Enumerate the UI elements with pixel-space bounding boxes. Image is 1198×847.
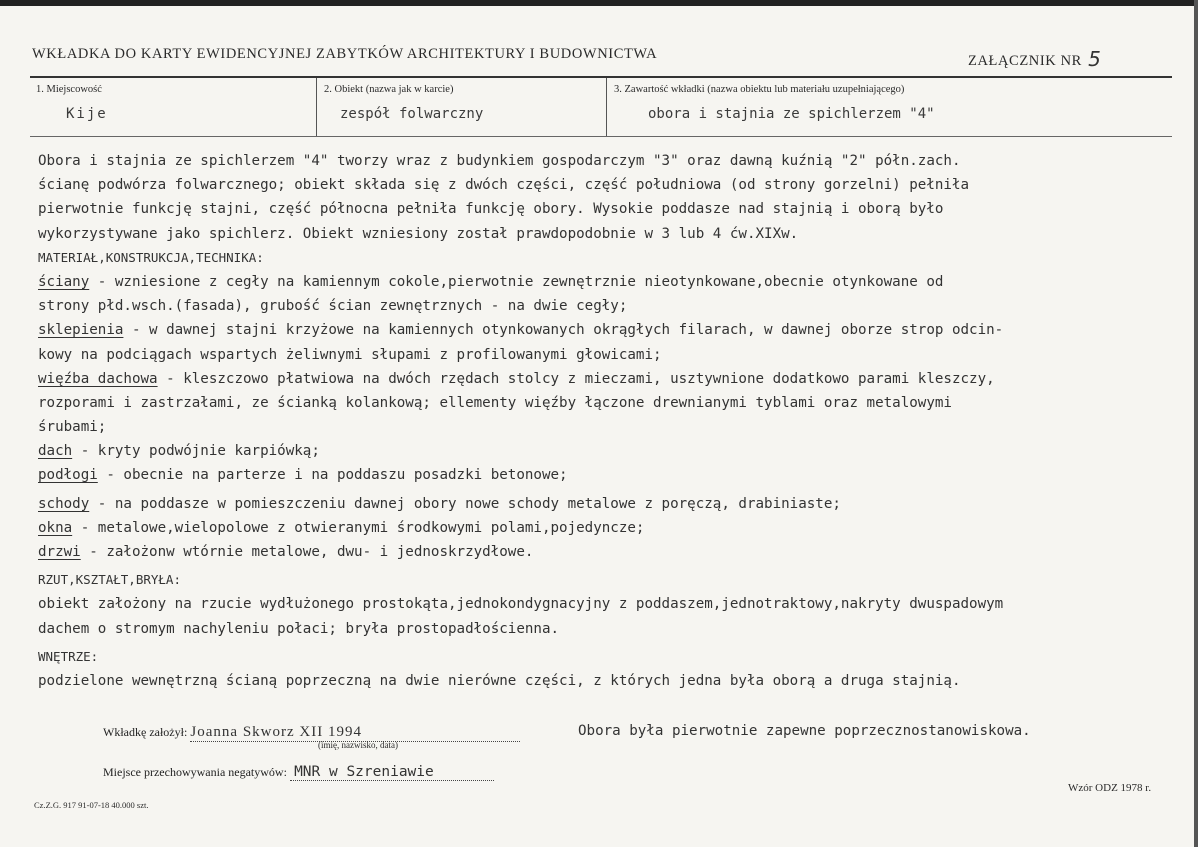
field-value-locality: Kije — [66, 106, 108, 122]
doors-term: drzwi — [38, 544, 81, 560]
stairs-entry — [38, 492, 1188, 516]
form-code: Wzór ODZ 1978 r. — [1068, 782, 1152, 794]
interior-continuation: Obora była pierwotnie zapewne poprzecznostanowiskowa. — [578, 723, 1031, 739]
windows-term: okna — [38, 519, 73, 536]
text-line: dachem o stromym nachyleniu połaci; bryła prostopadłościenna. — [38, 620, 560, 637]
prepared-by-hint: (imię, nazwisko, data) — [318, 740, 398, 750]
negatives-label: Miejsce przechowywania negatywów: — [103, 765, 287, 779]
attachment-number-value: 5 — [1088, 47, 1102, 71]
description-body — [38, 149, 1188, 693]
negatives-value: MNR w Szreniawie — [290, 764, 494, 781]
text-line: ścianę podwórza folwarcznego; obiekt składa się z dwóch części, część południowa (od strony gorzelni) pełniła — [38, 177, 970, 194]
field-divider — [606, 78, 607, 136]
windows-text: - metalowe,wielopolowe z otwieranymi środkowymi polami,pojedyncze; — [72, 519, 645, 536]
header-rule — [30, 76, 1172, 78]
text-line: wykorzystywane jako spichlerz. Obiekt wzniesiony został prawdopodobnie w 3 lub 4 ćw.XIXw. — [38, 225, 799, 242]
field-label-locality: 1. Miejscowość — [36, 84, 102, 95]
section-heading-materials: MATERIAŁ,KONSTRUKCJA,TECHNIKA: — [38, 249, 264, 265]
field-label-contents: 3. Zawartość wkładki (nazwa obiektu lub materiału uzupełniającego) — [614, 84, 905, 95]
text-line: śrubami; — [38, 419, 107, 436]
field-label-object: 2. Obiekt (nazwa jak w karcie) — [324, 84, 454, 95]
prepared-by-value: Joanna Skworz XII 1994 — [190, 724, 520, 742]
text-line: kowy na podciągach wspartych żeliwnymi słupami z profilowanymi głowicami; — [38, 346, 662, 363]
attachment-label: ZAŁĄCZNIK NR — [968, 53, 1082, 69]
roof-text: - kryty podwójnie karpiówką; — [72, 443, 320, 460]
floors-entry — [38, 463, 1188, 487]
roof-entry — [38, 439, 1188, 463]
vaults-entry — [38, 318, 1188, 342]
text-line: obiekt założony na rzucie wydłużonego prostokąta,jednokondygnacyjny z poddaszem,jednotraktowy,nakryty dwuspadowym — [38, 596, 1004, 613]
text-line: Obora i stajnia ze spichlerzem "4" tworzy wraz z budynkiem gospodarczym "3" oraz dawną kuźnią "2" półn.zach. — [38, 153, 961, 169]
negatives-row — [103, 764, 494, 781]
windows-entry — [38, 516, 1188, 540]
field-divider — [316, 78, 317, 136]
text-line: podzielone wewnętrzną ścianą poprzeczną na dwie nierówne części, z których jedna była oborą a druga stajnią. — [38, 672, 961, 689]
walls-entry — [38, 270, 1188, 294]
roof-truss-entry — [38, 367, 1188, 391]
field-value-object: zespół folwarczny — [340, 106, 484, 122]
fields-rule — [30, 136, 1172, 137]
section-heading-interior: WNĘTRZE: — [38, 648, 99, 664]
text-line: strony płd.wsch.(fasada), grubość ścian zewnętrznych - na dwie cegły; — [38, 298, 628, 315]
doors-text: - założonw wtórnie metalowe, dwu- i jednoskrzydłowe. — [80, 544, 534, 560]
roof-truss-term: więźba dachowa — [38, 370, 158, 387]
section-heading-plan: RZUT,KSZTAŁT,BRYŁA: — [38, 572, 181, 588]
vaults-term: sklepienia — [38, 322, 124, 339]
top-edge — [0, 0, 1198, 6]
text-line: rozporami i zastrzałami, ze ścianką kolankową; ellementy więźby łączone drewnianymi tyblami oraz metalowymi — [38, 394, 952, 411]
field-value-contents: obora i stajnia ze spichlerzem "4" — [648, 106, 935, 122]
text-line: pierwotnie funkcję stajni, część północna pełniła funkcję obory. Wysokie poddasze nad stajnią i oborą było — [38, 201, 944, 218]
floors-text: - obecnie na parterze i na poddaszu posadzki betonowe; — [97, 467, 568, 484]
print-code: Cz.Z.G. 917 91-07-18 40.000 szt. — [34, 800, 149, 810]
floors-term: podłogi — [38, 467, 98, 484]
walls-text: - wzniesione z cegły na kamiennym cokole,pierwotnie zewnętrznie nieotynkowane,obecnie otynkowane od — [89, 273, 944, 290]
roof-term: dach — [38, 443, 73, 460]
attachment-number — [968, 46, 1102, 70]
roof-truss-text: - kleszczowo płatwiowa na dwóch rzędach stolcy z mieczami, usztywnione dodatkowo parami kleszczy, — [157, 370, 995, 387]
doors-entry — [38, 540, 1188, 564]
stairs-term: schody — [38, 495, 90, 512]
form-title: WKŁADKA DO KARTY EWIDENCYJNEJ ZABYTKÓW ARCHITEKTURY I BUDOWNICTWA — [32, 46, 658, 62]
right-edge — [1194, 0, 1198, 847]
prepared-by-label: Wkładkę założył: — [103, 725, 188, 739]
vaults-text: - w dawnej stajni krzyżowe na kamiennych otynkowanych okrągłych filarach, w dawnej oborze strop odcin- — [123, 322, 1004, 339]
walls-term: ściany — [38, 273, 90, 290]
prepared-by-row — [103, 724, 520, 742]
stairs-text: - na poddasze w pomieszczeniu dawnej obory nowe schody metalowe z poręczą, drabiniaste; — [89, 495, 841, 512]
